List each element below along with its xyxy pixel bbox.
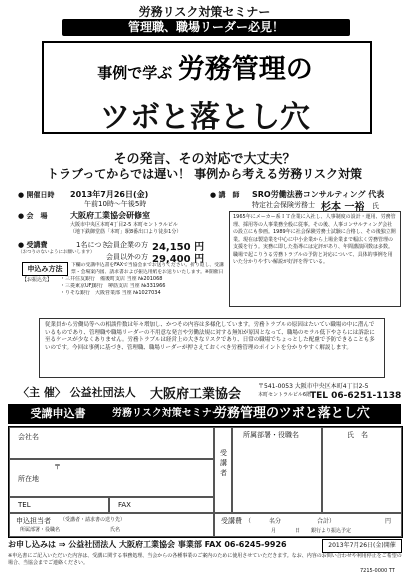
fee-total-field[interactable]: 受講費 （ 名分 合計） 円 月 日 銀行より振込予定 <box>214 513 402 537</box>
company-name-field[interactable]: 会社名 <box>9 427 214 459</box>
fee-member-price: 24,150 円 <box>152 242 205 253</box>
form-header-sub: 労務リスク対策セミナー <box>112 408 222 419</box>
title-line2: ツボと落とし穴 <box>100 100 310 135</box>
tel-field[interactable]: TEL <box>9 497 109 513</box>
title-small-text: 事例で学ぶ <box>97 64 173 82</box>
apply-method-note: 下欄の受講申込書をFAXで当協会までお送りください。折り返し、受講票・会場案内図、請求書および振込用紙をお送りいたします。※開催日 <box>71 263 224 275</box>
schedule-date: 2013年7月26日(金) <box>70 190 149 199</box>
fee-label: ● 受講費 <box>18 241 48 249</box>
target-banner: 管理職、職場リーダー必見！ <box>62 19 350 36</box>
fee-nonmember-price: 29,400 円 <box>152 254 205 265</box>
apply-method-tag: 申込み方法 <box>22 262 68 276</box>
fee-note: （おつりのないようにお願いします） <box>18 250 95 255</box>
attendee-column-label: 受講者 <box>214 427 232 513</box>
seminar-series-label: 労務リスク対策セミナー <box>138 5 271 19</box>
speaker-title: 特定社会保険労務士 <box>252 201 315 209</box>
schedule-label: ● 開催日時 <box>18 191 55 199</box>
bank-item: ・りそな銀行 大阪営業部 当座 №1027034 <box>60 290 161 296</box>
speaker-label: ● 講 師 <box>210 191 240 199</box>
seminar-description: 従業員から労働局等への相談件数は年々増加し、かつその内容は多様化しています。労務トラブルの原因はたいてい職場の中に潜んでいるものであり、管理職や職場リーダーの不用意な発言や労働法規に対する無知が原因となって、職場のモラル低下やさらには訴訟に至るケースが少なくありません。労務トラブルは経営上の大きなリスクであり、日常の職場でちょっとした配慮で予防できることも多いのです。今回は事例に基づき、管理職、職場リーダーが押さえておくべき労務管理のポイントを分かりやすく解説します。 <box>39 318 385 378</box>
title-big-text: 労務管理の <box>177 54 313 85</box>
host-name: 大阪府工業協会 <box>150 387 242 402</box>
fee-nonmember-label: 会員以外の方 <box>106 253 148 261</box>
document-code: 7215-0000 TT <box>360 568 395 574</box>
host-tel: TEL 06-6251-1138 <box>310 391 402 401</box>
venue-name: 大阪府工業協会研修室 <box>70 211 150 220</box>
manager-field[interactable]: 申込担当者 （受講者・請求書の送り先） 所属部署・役職名 氏名 <box>9 513 214 537</box>
bank-item: ・三井住友銀行 備後町支店 当座 №201068 <box>60 276 163 282</box>
speaker-profile: 1965年にメーカー系ＩＴ企業に入社し、人事制度の設計・運用、労務管理、採用等の人事業務全般に従事。その後、人事コンサルティング会社の設立にも参画。1989年に社会保険労務士試験に合格し、その後独立開業。現在は製造業を中心に中小企業から上場企業まで幅広く労務管理の支援を行う。実務に即した指導には定評があり、年間講演回数は多数。職場で起こりうる労務トラブルの予防と対応について、具体的事例を用いた分かりやすい解説が好評を得ている。 <box>229 211 401 307</box>
venue-address-1: 大阪市中央区本町4丁目2-5 本町セントラルビル <box>70 222 178 228</box>
form-header-title: 労務管理のツボと落とし穴 <box>214 406 370 421</box>
speaker-name: 杉本 一裕 <box>321 202 365 213</box>
attendee-name-field[interactable]: 氏 名 <box>322 427 402 513</box>
form-header-tag: 受講申込書 <box>30 407 86 420</box>
fax-application-line: お申し込みは ⇒ 公益社団法人 大阪府工業協会 事業部 FAX 06-6245-9926 <box>8 540 287 549</box>
address-field[interactable]: 〒 所在地 <box>9 459 214 497</box>
venue-label: ● 会 場 <box>18 212 48 220</box>
fee-per-person: 1名につき <box>76 241 109 249</box>
application-form <box>8 426 403 538</box>
title-line1 <box>44 47 366 86</box>
host-label: 〈主 催〉 公益社団法人 <box>18 386 136 399</box>
fax-field[interactable]: FAX <box>109 497 214 513</box>
bank-list <box>60 276 225 297</box>
privacy-fine-print: ※申込書にご記入いただいた内容は、受講に関する事務処理、当会からの各種事業のご案内のために使用させていただきます。なお、内容のお問い合わせや利用停止をご希望の場合、当協会までご連絡ください。 <box>8 553 402 566</box>
fee-member-label: 会員企業の方 <box>106 241 148 249</box>
speaker-suffix: 氏 <box>372 202 379 210</box>
host-address-1: 〒541-0053 大阪市中央区本町4丁目2-5 <box>258 383 369 390</box>
event-date-badge: 2013年7月26日(金)開催 <box>322 539 402 553</box>
schedule-time: 午前10時〜午後5時 <box>84 200 147 208</box>
speaker-org: SRO労働法務コンサルティング 代表 <box>252 190 385 199</box>
bank-label: 【お振込先】 <box>22 277 53 283</box>
bank-item: ・三菱東京UFJ銀行 堺筋支店 当座 №331966 <box>60 283 166 289</box>
subheading-1: その発言、その対応で大丈夫？ <box>113 152 296 167</box>
venue-address-2: （地下鉄御堂筋「本町」駅8番出口より徒歩1分） <box>70 229 182 235</box>
attendee-dept-field[interactable]: 所属部署・役職名 <box>232 427 322 513</box>
subheading-2: トラブってからでは遅い！ 事例から考える労務リスク対策 <box>46 167 363 181</box>
host-address-2: 本町セントラルビル6階 <box>258 392 312 398</box>
